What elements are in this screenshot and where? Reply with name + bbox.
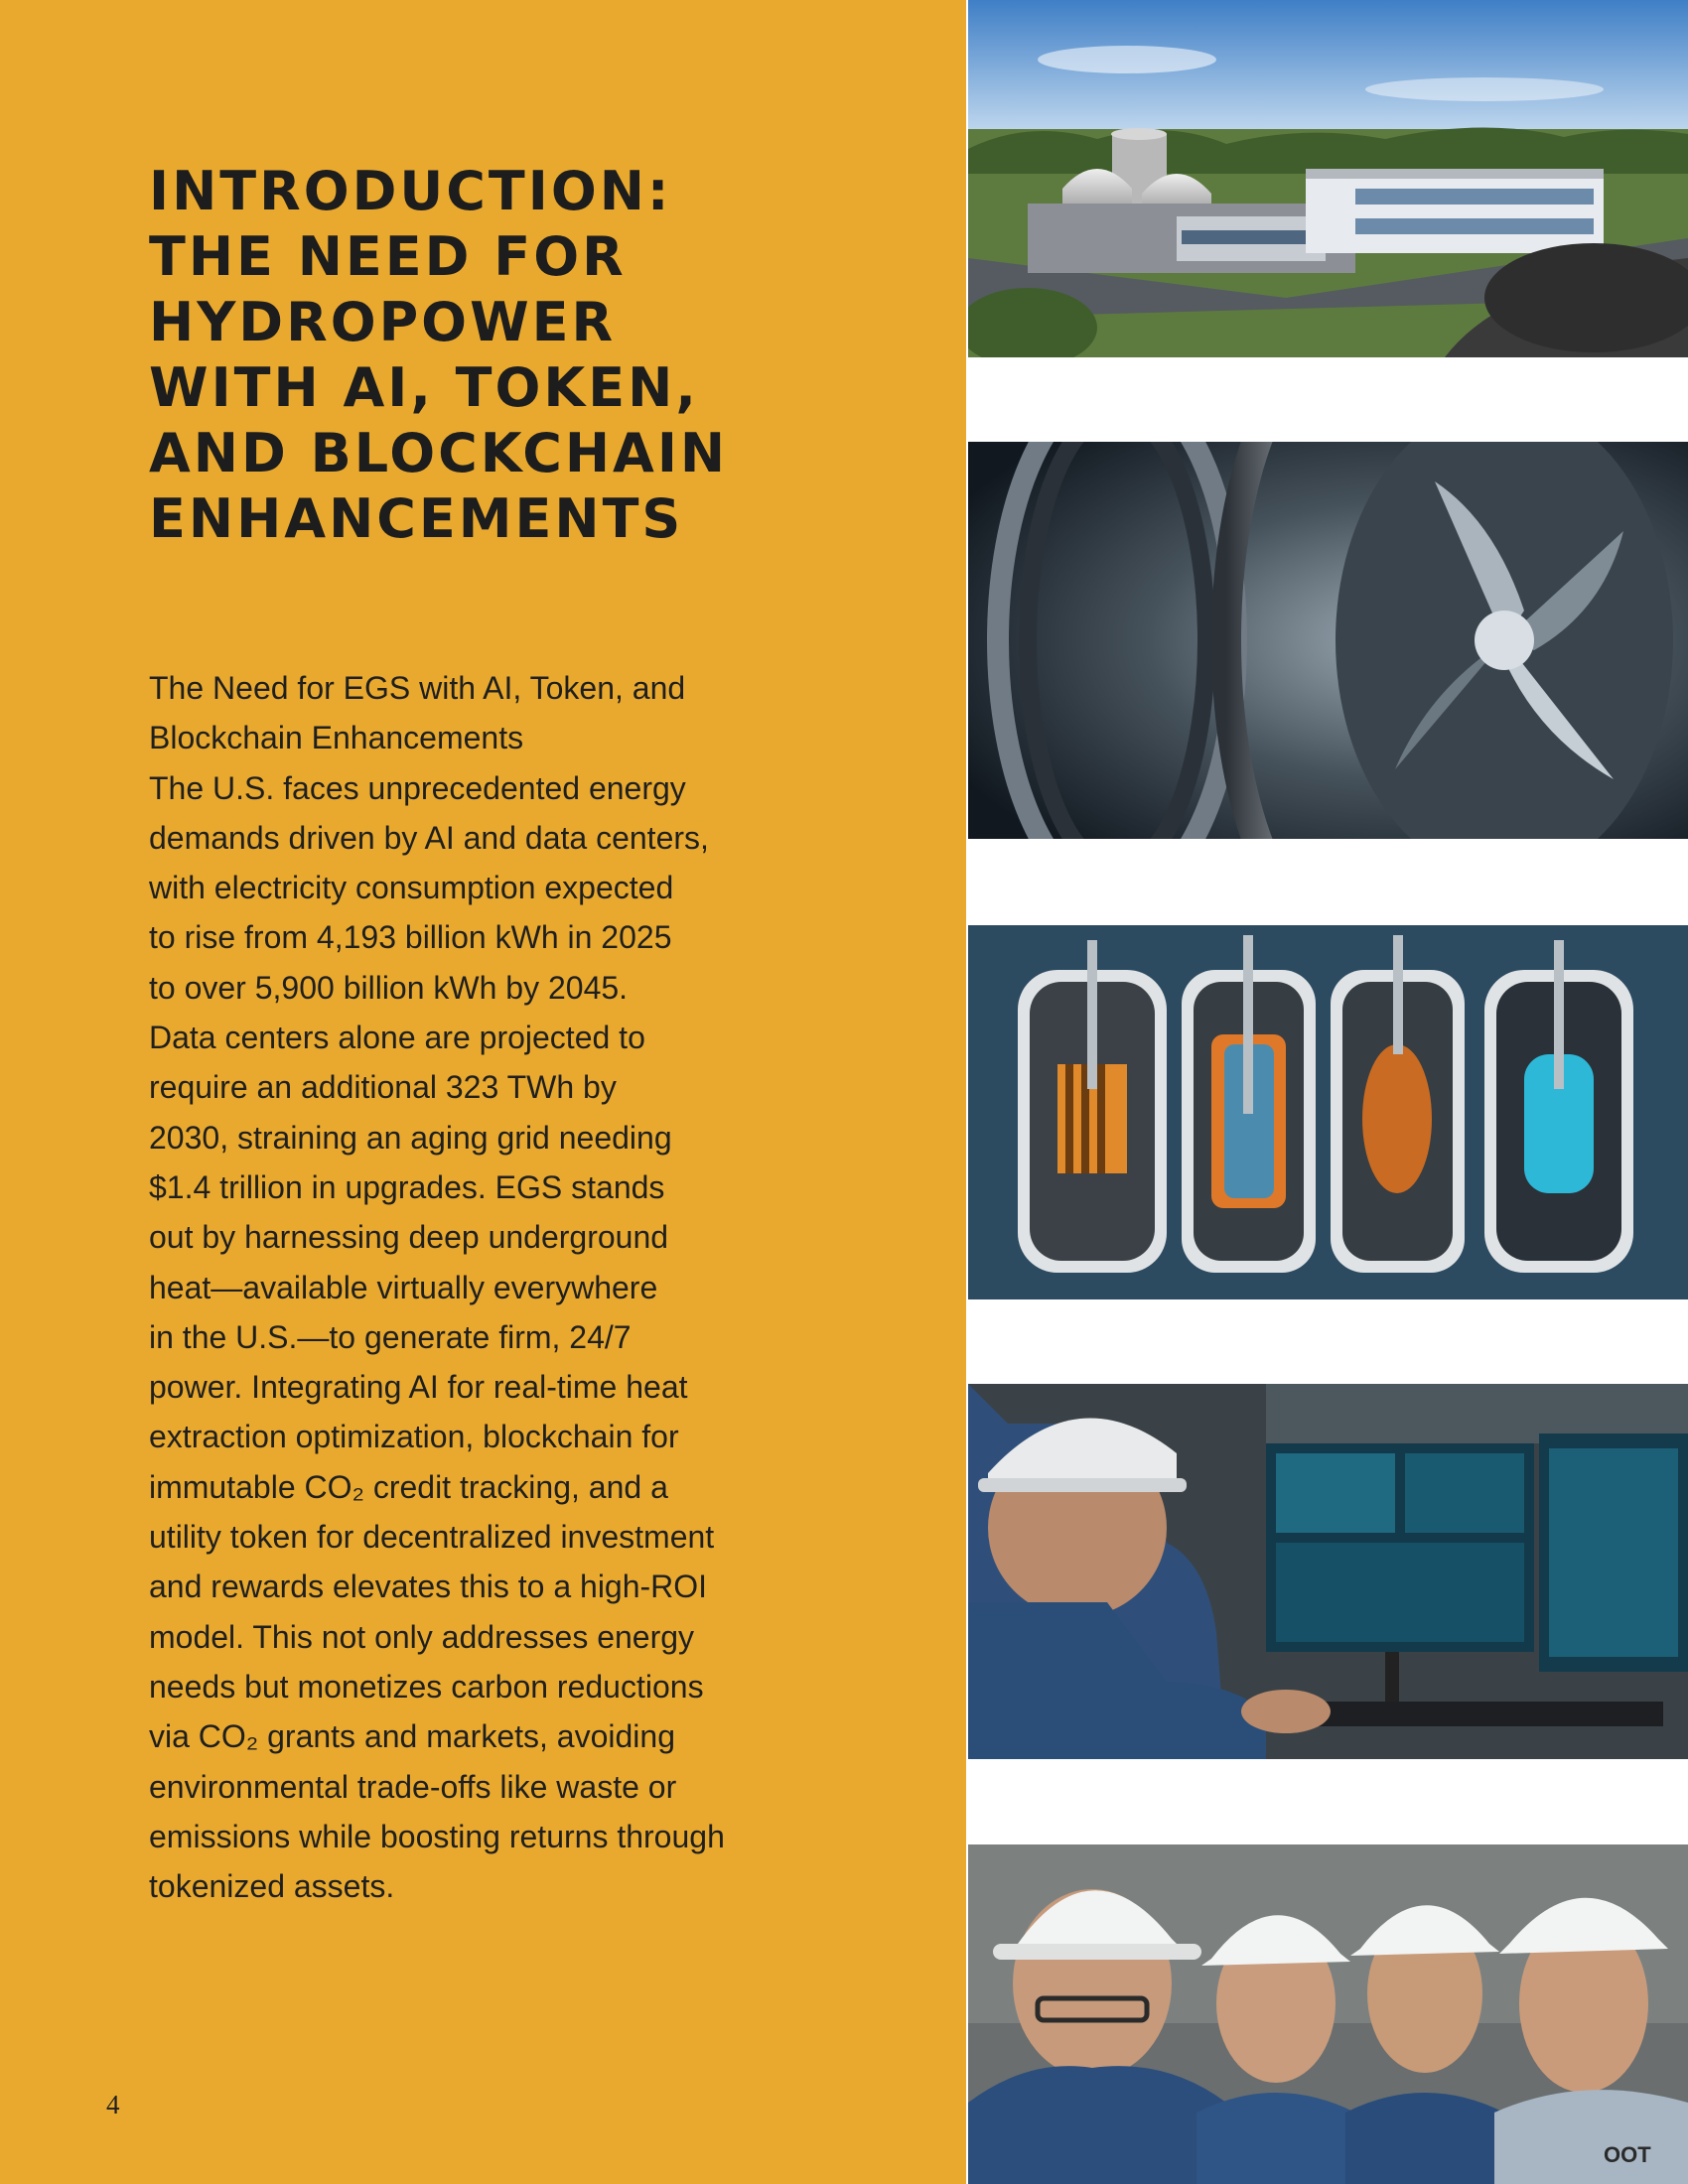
body-line: to over 5,900 billion kWh by 2045. xyxy=(149,969,629,1006)
body-line: immutable CO₂ credit tracking, and a xyxy=(149,1468,668,1505)
body-line: The Need for EGS with AI, Token, and xyxy=(149,670,686,706)
body-line: environmental trade-offs like waste or xyxy=(149,1768,677,1805)
shirt-logo: OOT xyxy=(1604,2142,1651,2167)
body-line: Blockchain Enhancements xyxy=(149,720,524,756)
body-line: and rewards elevates this to a high-ROI xyxy=(149,1569,708,1605)
body-line: Data centers alone are projected to xyxy=(149,1020,645,1056)
reactor-cutaway-illustration xyxy=(968,925,1688,1299)
body-line: $1.4 trillion in upgrades. EGS stands xyxy=(149,1168,665,1205)
body-line: to rise from 4,193 billion kWh in 2025 xyxy=(149,919,672,956)
engineer-monitors-photo xyxy=(968,1384,1688,1759)
engineer-team-photo xyxy=(968,1844,1688,2184)
body-line: The U.S. faces unprecedented energy xyxy=(149,769,686,806)
title-line: AND BLOCKCHAIN xyxy=(149,422,729,484)
turbine-photo xyxy=(968,442,1688,839)
body-paragraph xyxy=(149,663,824,1911)
body-line: out by harnessing deep underground xyxy=(149,1219,669,1256)
page-title xyxy=(149,159,943,552)
body-line: demands driven by AI and data centers, xyxy=(149,819,709,856)
body-line: via CO₂ grants and markets, avoiding xyxy=(149,1718,675,1755)
body-line: model. This not only addresses energy xyxy=(149,1618,695,1655)
body-line: needs but monetizes carbon reductions xyxy=(149,1668,704,1705)
title-line: THE NEED FOR xyxy=(149,225,627,288)
body-line: power. Integrating AI for real-time heat xyxy=(149,1369,688,1406)
body-line: utility token for decentralized investment xyxy=(149,1519,715,1556)
body-line: heat—available virtually everywhere xyxy=(149,1269,658,1305)
title-line: INTRODUCTION: xyxy=(149,160,672,222)
body-line: 2030, straining an aging grid needing xyxy=(149,1119,672,1156)
body-line: tokenized assets. xyxy=(149,1868,395,1905)
title-line: HYDROPOWER xyxy=(149,291,617,353)
body-line: in the U.S.—to generate firm, 24/7 xyxy=(149,1318,632,1355)
body-line: require an additional 323 TWh by xyxy=(149,1069,617,1106)
body-line: with electricity consumption expected xyxy=(149,870,674,906)
body-line: extraction optimization, blockchain for xyxy=(149,1419,679,1455)
page-number: 4 xyxy=(106,2090,120,2119)
title-line: ENHANCEMENTS xyxy=(149,487,684,550)
title-line: WITH AI, TOKEN, xyxy=(149,356,699,419)
power-plant-photo xyxy=(968,0,1688,357)
body-line: emissions while boosting returns through xyxy=(149,1818,725,1854)
